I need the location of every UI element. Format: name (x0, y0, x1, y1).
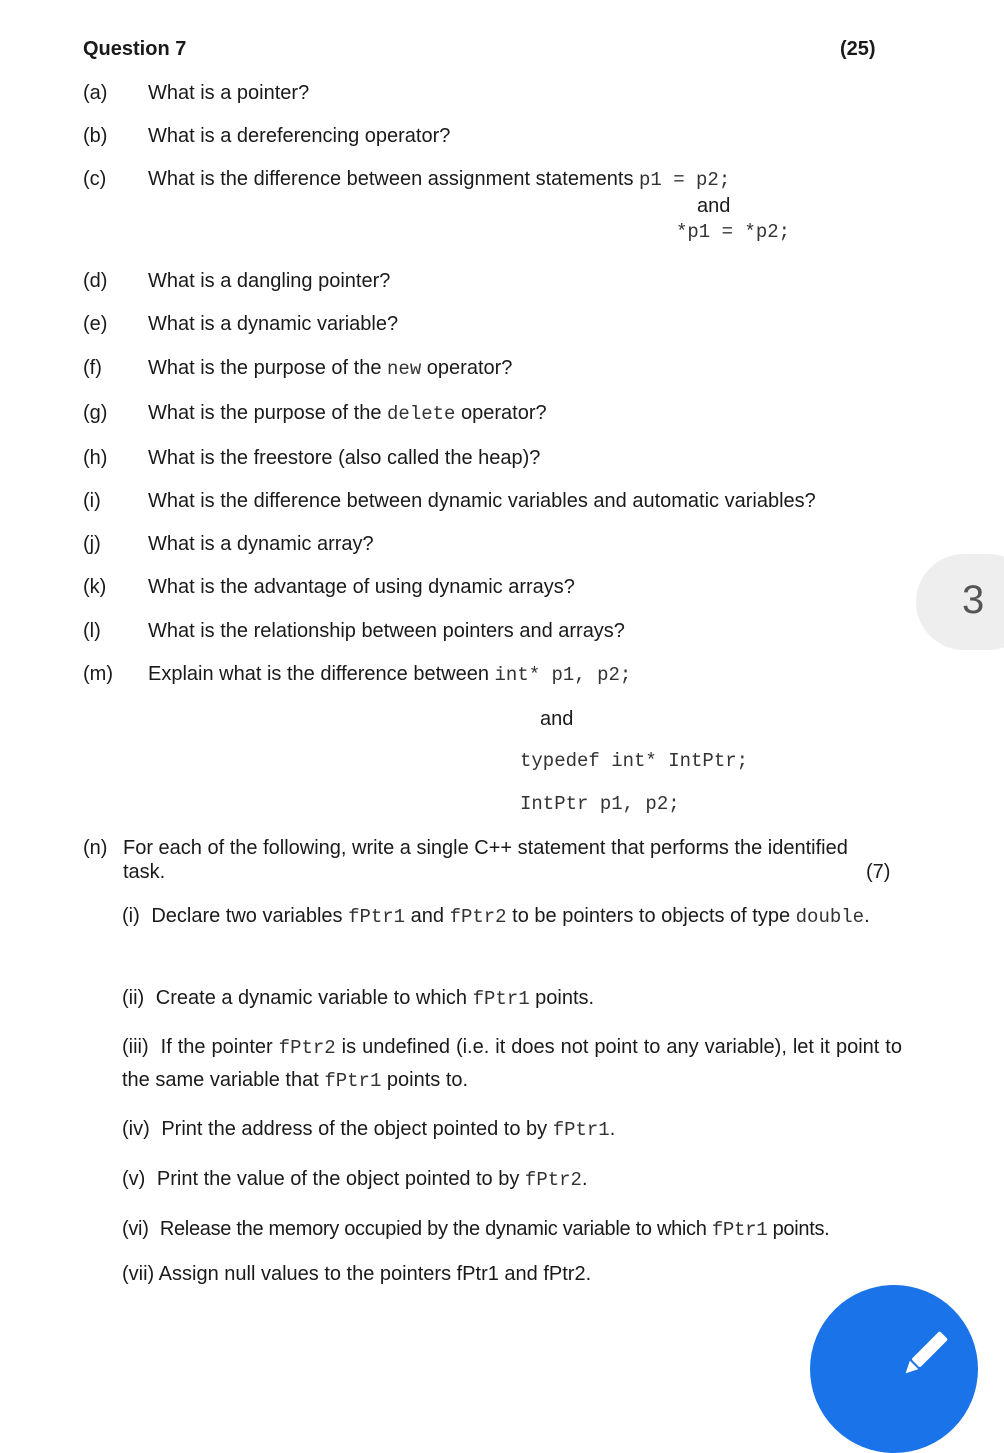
sub-question-text: Declare two variables (151, 905, 349, 927)
sub-question-iv (122, 1113, 902, 1146)
sub-question-ii (122, 982, 902, 1015)
question-label: (b) (83, 125, 108, 147)
question-label: (m) (83, 663, 113, 685)
sub-question-label: (vii) (122, 1263, 155, 1285)
code-snippet: fPtr1 (711, 1219, 768, 1241)
question-label: (k) (83, 576, 107, 598)
code-snippet: new (387, 358, 422, 380)
code-snippet: fPtr1 (348, 906, 406, 928)
page-number: 3 (962, 578, 985, 622)
question-label: (n) (83, 837, 108, 859)
sub-question-text: Release the memory occupied by the dynamic variable to which (159, 1218, 712, 1240)
sub-question-text: Assign null values to the pointers fPtr1 and fPtr2. (158, 1263, 592, 1285)
sub-question-vi (122, 1213, 902, 1246)
sub-question-text: Create a dynamic variable to which (155, 987, 473, 1009)
question-text (148, 168, 730, 191)
code-snippet: fPtr1 (552, 1119, 610, 1141)
code-snippet: fPtr2 (278, 1037, 336, 1059)
sub-question-label: (iii) (122, 1036, 149, 1058)
code-snippet: fPtr1 (472, 988, 530, 1010)
question-text-part: What is the purpose of the (148, 402, 388, 424)
sub-question-text: and (405, 905, 450, 927)
question-label: (d) (83, 270, 108, 292)
question-label: (i) (83, 490, 101, 512)
sub-question-text: . (609, 1118, 616, 1140)
sub-question-label: (i) (122, 905, 140, 927)
question-text: What is a dynamic array? (148, 533, 374, 555)
sub-question-text: . (864, 905, 870, 927)
question-label: (h) (83, 447, 108, 469)
question-label: (e) (83, 313, 108, 335)
sub-question-label: (ii) (122, 987, 145, 1009)
code-snippet: delete (387, 403, 456, 425)
sub-question-text: points. (767, 1218, 830, 1240)
question-text-part: What is the difference between assignment statements (148, 168, 640, 190)
sub-question-text: points to. (381, 1069, 469, 1091)
question-text: What is the relationship between pointers and arrays? (148, 620, 625, 642)
sub-question-iii (122, 1031, 902, 1097)
question-label: (f) (83, 357, 102, 379)
question-text: For each of the following, write a single C++ statement that performs the identified (123, 837, 848, 859)
question-label: (j) (83, 533, 101, 555)
question-text: What is a dereferencing operator? (148, 125, 451, 147)
code-snippet: int* p1, p2; (494, 664, 632, 686)
sub-question-i (122, 900, 902, 933)
question-marks: (7) (866, 861, 891, 883)
sub-question-text: to be pointers to objects of type (506, 905, 796, 927)
code-snippet: p1 = p2; (639, 169, 731, 191)
question-label: (a) (83, 82, 108, 104)
question-text (148, 663, 631, 686)
question-text-part: operator? (421, 357, 513, 379)
code-snippet: IntPtr p1, p2; (520, 793, 680, 815)
edit-fab-button[interactable] (810, 1285, 978, 1453)
code-snippet: typedef int* IntPtr; (520, 750, 749, 772)
question-label: (g) (83, 402, 108, 424)
question-text (148, 357, 512, 380)
question-text: What is a dangling pointer? (148, 270, 391, 292)
sub-question-text: points. (529, 987, 595, 1009)
question-text: What is the difference between dynamic variables and automatic variables? (148, 490, 816, 512)
code-snippet: fPtr1 (324, 1070, 382, 1092)
sub-question-text: . (581, 1168, 588, 1190)
code-snippet: double (795, 906, 865, 928)
sub-question-text: is undefined (i.e. it does not point to any variable), let it point to the same variable that (122, 1036, 902, 1091)
and-label: and (697, 195, 731, 217)
code-snippet: fPtr2 (524, 1169, 582, 1191)
sub-question-text: Print the value of the object pointed to by (156, 1168, 525, 1190)
question-text: What is the advantage of using dynamic arrays? (148, 576, 575, 598)
sub-question-vii (122, 1258, 902, 1290)
question-text: What is a pointer? (148, 82, 310, 104)
question-text: What is a dynamic variable? (148, 313, 399, 335)
and-label: and (540, 708, 574, 730)
question-text-part: Explain what is the difference between (148, 663, 495, 685)
question-title: Question 7 (83, 38, 187, 60)
question-text-part: What is the purpose of the (148, 357, 388, 379)
code-snippet: fPtr2 (449, 906, 507, 928)
sub-question-text: If the pointer (160, 1036, 279, 1058)
sub-question-label: (vi) (122, 1218, 149, 1240)
question-label: (l) (83, 620, 101, 642)
question-text: What is the freestore (also called the heap)? (148, 447, 541, 469)
question-text: task. (123, 861, 166, 883)
code-snippet: *p1 = *p2; (676, 221, 791, 243)
question-marks: (25) (840, 38, 876, 60)
sub-question-label: (v) (122, 1168, 146, 1190)
question-text (148, 402, 547, 425)
question-label: (c) (83, 168, 107, 190)
sub-question-label: (iv) (122, 1118, 150, 1140)
page-indicator (916, 554, 1004, 650)
sub-question-v (122, 1163, 902, 1196)
sub-question-text: Print the address of the object pointed to by (161, 1118, 553, 1140)
question-text-part: operator? (455, 402, 547, 424)
